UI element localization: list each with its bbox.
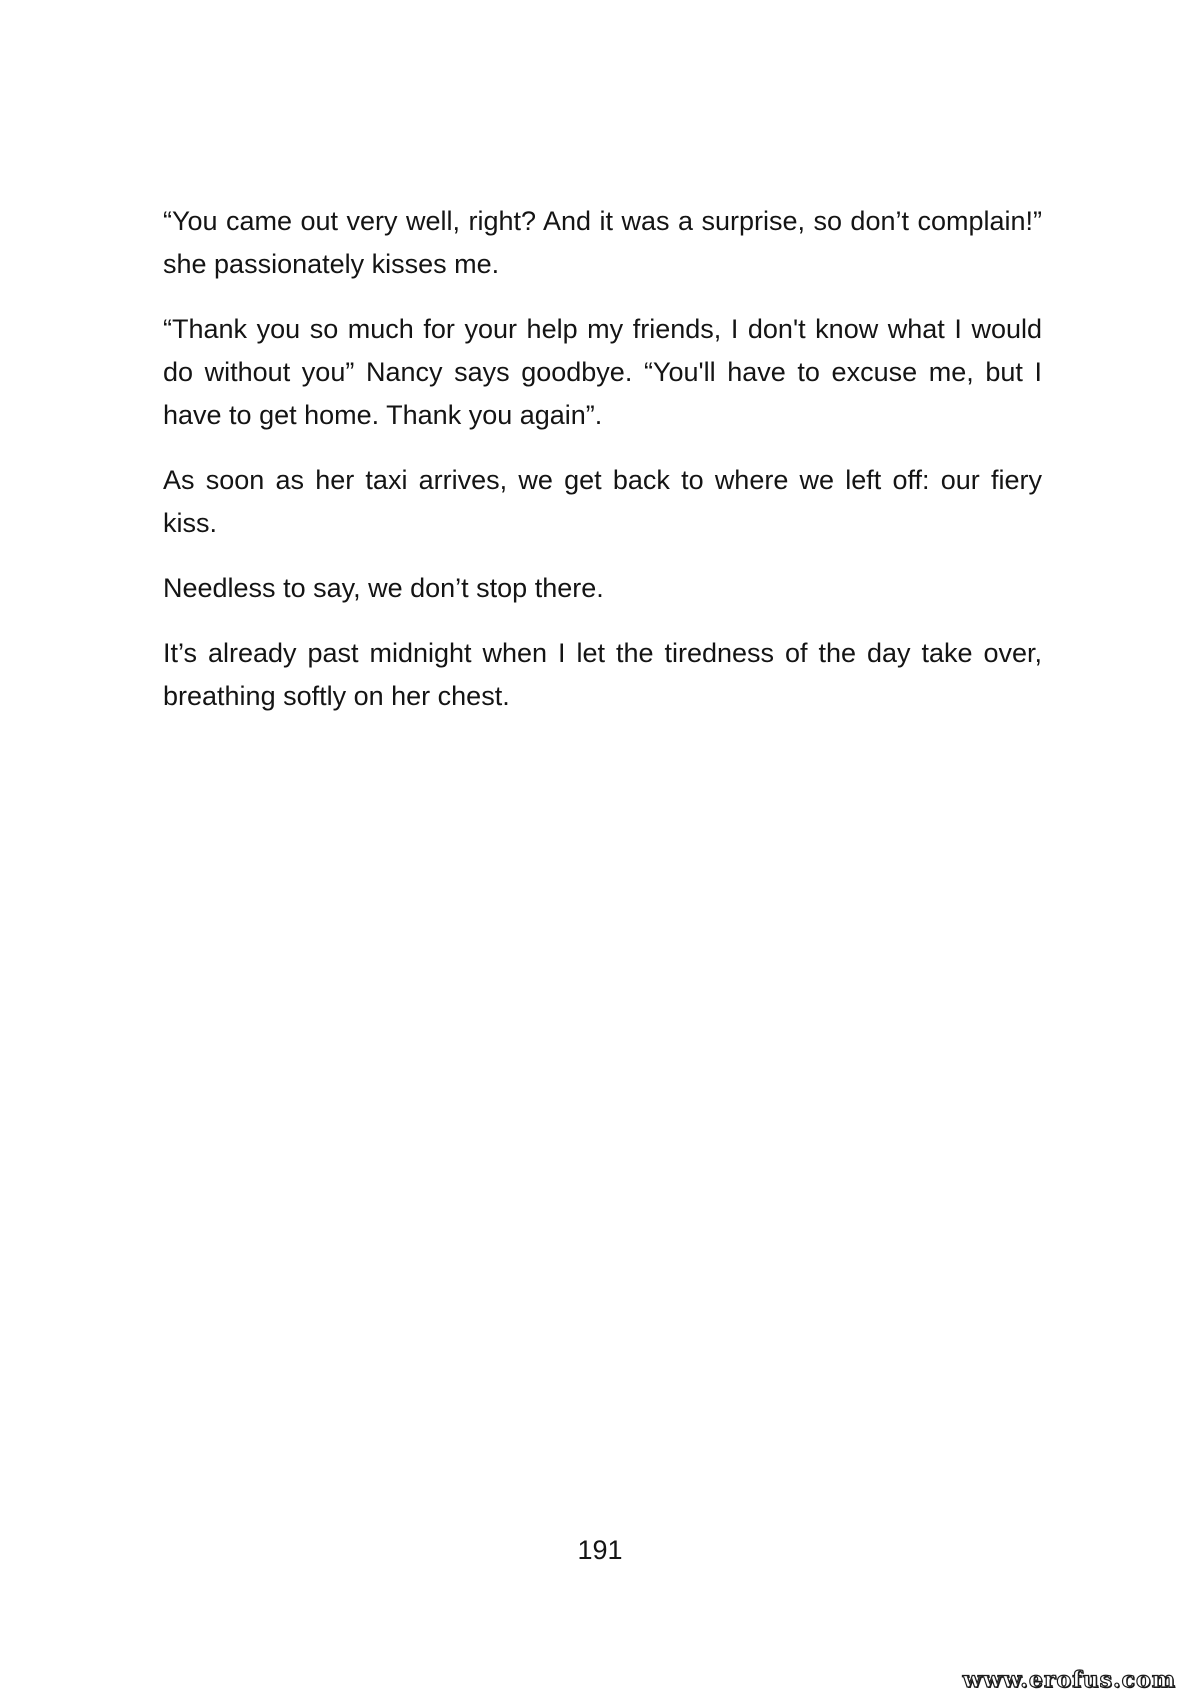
paragraph: “You came out very well, right? And it was a surprise, so don’t complain!” she passionately kisses me. [163,206,1042,279]
watermark: www.erofus.com [962,1667,1176,1693]
paragraph: As soon as her taxi arrives, we get back to where we left off: our fiery kiss. [163,465,1042,538]
paragraph: “Thank you so much for your help my friends, I don't know what I would do without you” Nancy says goodbye. “You'll have to excuse me, but I have to get home. Thank you again”. [163,314,1042,430]
paragraph: It’s already past midnight when I let the tiredness of the day take over, breathing softly on her chest. [163,638,1042,711]
paragraph: Needless to say, we don’t stop there. [163,573,604,603]
page-number: 191 [577,1535,623,1565]
page-body [163,200,1042,740]
